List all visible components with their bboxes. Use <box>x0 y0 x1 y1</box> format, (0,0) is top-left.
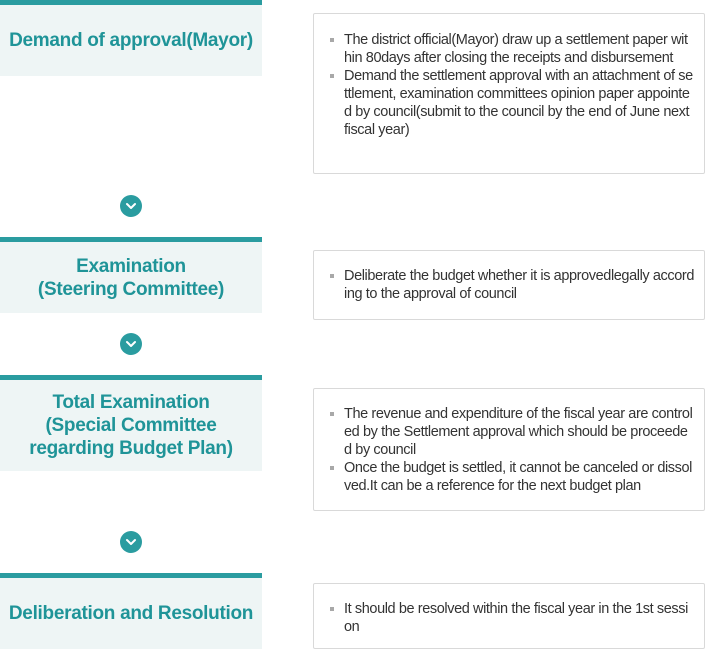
step-title: Examination (Steering Committee) <box>37 255 225 300</box>
step-detail-box <box>313 250 705 320</box>
detail-list <box>330 31 694 139</box>
step-examination <box>0 237 262 313</box>
step-title: Demand of approval(Mayor) <box>9 30 253 51</box>
step-title: Total Examination (Special Committee regarding Budget Plan) <box>29 392 233 459</box>
detail-item: Once the budget is settled, it cannot be canceled or dissolved.It can be a reference for the next budget plan <box>330 459 694 495</box>
detail-item: The revenue and expenditure of the fiscal year are controled by the Settlement approval which should be proceeded by council <box>330 405 694 459</box>
step-detail-box <box>313 583 705 649</box>
detail-list <box>330 405 694 495</box>
step-deliberation-and-resolution <box>0 573 262 649</box>
step-demand-of-approval <box>0 0 262 76</box>
step-total-examination <box>0 375 262 471</box>
step-detail-box <box>313 13 705 174</box>
detail-list <box>330 600 694 636</box>
chevron-down-icon <box>120 531 142 553</box>
chevron-down-icon <box>120 333 142 355</box>
detail-item: The district official(Mayor) draw up a settlement paper within 80days after closing the receipts and disbursement <box>330 31 694 67</box>
step-title: Deliberation and Resolution <box>8 603 254 624</box>
detail-list <box>330 267 694 303</box>
step-detail-box <box>313 388 705 511</box>
detail-item: Deliberate the budget whether it is approvedlegally according to the approval of council <box>330 267 694 303</box>
chevron-down-icon <box>120 195 142 217</box>
detail-item: It should be resolved within the fiscal year in the 1st session <box>330 600 694 636</box>
detail-item: Demand the settlement approval with an attachment of settlement, examination committees opinion paper appointed by council(submit to the council by the end of June next fiscal year) <box>330 67 694 139</box>
